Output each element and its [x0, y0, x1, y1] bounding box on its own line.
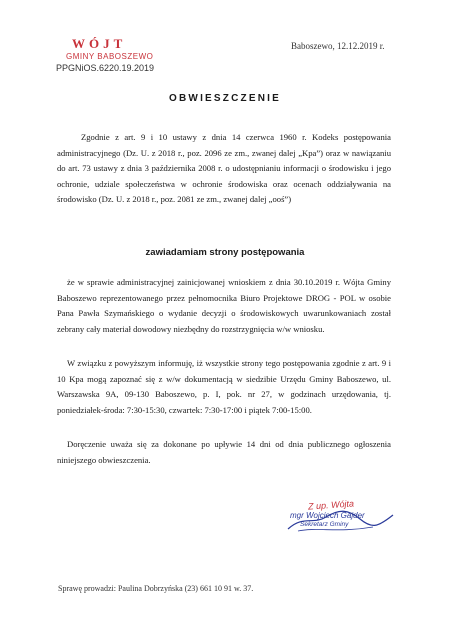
paragraph-legal-basis: Zgodnie z art. 9 i 10 ustawy z dnia 14 czerwca 1960 r. Kodeks postępowania administracyjnego (Dz. U. z 2018 r., poz. 2096 ze zm., zwanej dalej „Kpa”) oraz w nawiązaniu do art. 73 ustawy z dnia 3 października 2008 r. o udostępnianiu informacji o środowisku i jego ochronie, udziale społeczeństwa w ochronie środowiska oraz ocenach oddziaływania na środowisko (Dz. U. z 2018 r., poz. 2081 ze zm., zwanej dalej „ooś”)	[57, 132, 391, 205]
reference-number: PPGNiOS.6220.19.2019	[56, 63, 155, 73]
signature-position: Sekretarz Gminy	[300, 521, 349, 528]
signature-name: mgr Wojciech Gajder	[290, 511, 365, 520]
place-date: Baboszewo, 12.12.2019 r.	[291, 41, 385, 51]
paragraph-delivery: Doręczenie uważa się za dokonane po upływie 14 dni od dnia publicznego ogłoszenia niniejszego obwieszczenia.	[57, 439, 391, 465]
signature-authorization: Z up. Wójta	[307, 498, 355, 512]
contact-footer: Sprawę prowadzi: Paulina Dobrzyńska (23) 661 10 91 w. 37.	[58, 584, 254, 593]
paragraph-access-info: W związku z powyższym informuję, iż wszystkie strony tego postępowania zgodnie z art. 9 i 10 Kpa mogą zapoznać się z w/w dokumentacją w siedzibie Urzędu Gminy Baboszewo, ul. Warszawska 9A, 09-130 Baboszewo, p. I, pok. nr 27, w godzinach urzędowania, tj. poniedziałek-środa: 7:30-15:30, czwartek: 7:30-17:00 i piątek 7:00-15:00.	[57, 358, 391, 415]
stamp-title: WÓJT	[72, 36, 127, 51]
paragraph-case-details: że w sprawie administracyjnej zainicjowanej wnioskiem z dnia 30.10.2019 r. Wójta Gminy Baboszewo reprezentowanego przez pełnomocnika Biuro Projektowe DROG - POL w osobie Pana Pawła Szymańskiego o wydanie decyzji o środowiskowych uwarunkowaniach został zebrany cały materiał dowodowy niezbędny do rozstrzygnięcia w/w wniosku.	[57, 277, 391, 334]
document-heading: OBWIESZCZENIE	[169, 93, 281, 104]
stamp-subtitle: GMINY BABOSZEWO	[66, 52, 154, 61]
notice-subheading: zawiadamiam strony postępowania	[145, 247, 305, 258]
